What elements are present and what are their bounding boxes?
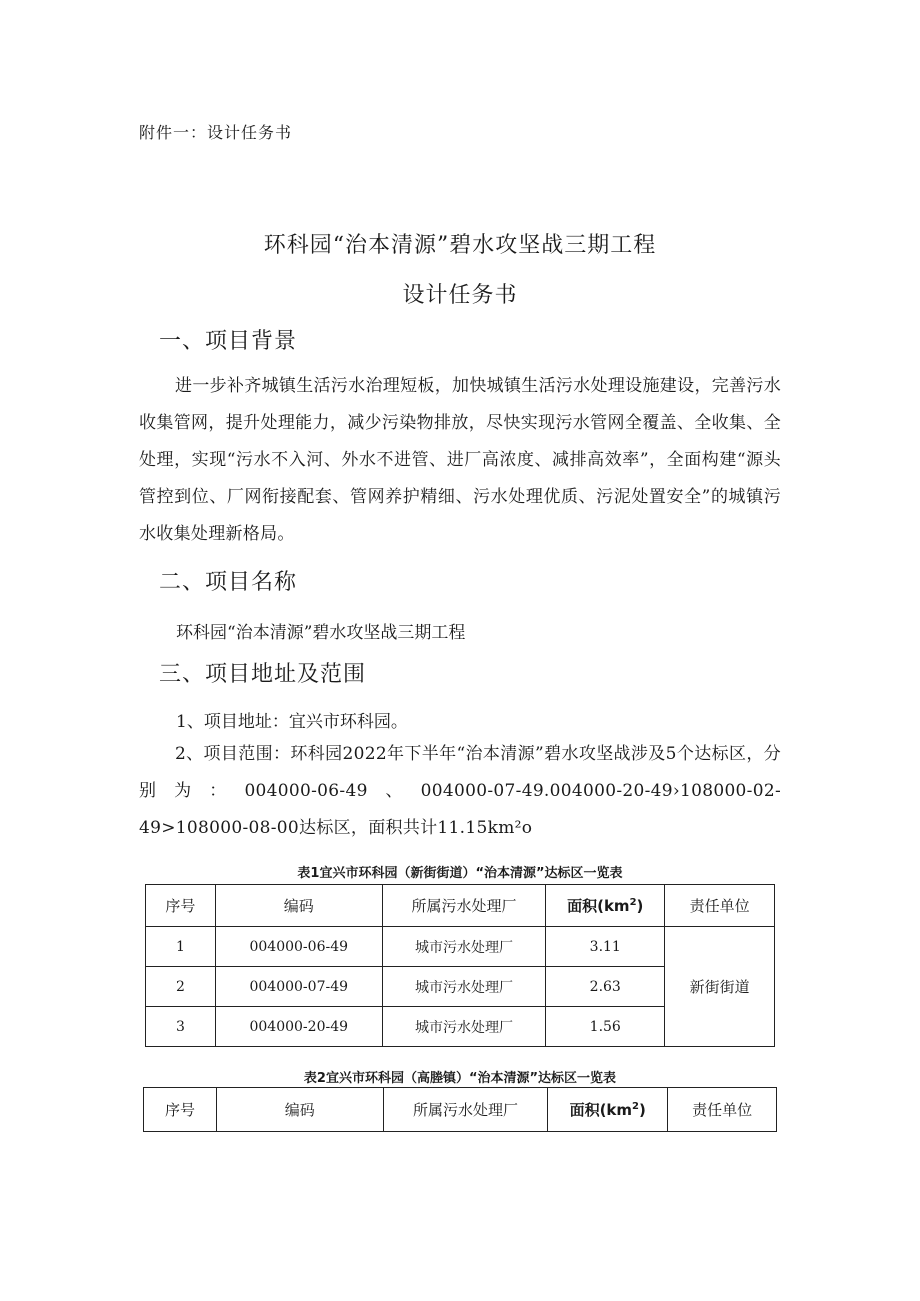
table1-header-unit: 责任单位 [665, 885, 775, 927]
background-paragraph: 进一步补齐城镇生活污水治理短板，加快城镇生活污水处理设施建设，完善污水收集管网，提升处理能力，减少污染物排放，尽快实现污水管网全覆盖、全收集、全处理，实现“污水不入河、外水不进管、进厂高浓度、减排高效率”，全面构建“源头管控到位、厂网衔接配套、管网养护精细、污水处理优质、污泥处置安全”的城镇污水收集处理新格局。 [139, 376, 781, 544]
table2-header-row [144, 1088, 777, 1132]
section-heading-address: 三、项目地址及范围 [159, 662, 367, 687]
row-area: 3.11 [546, 927, 665, 967]
project-address-item: 1、项目地址：宜兴市环科园。 [176, 712, 408, 732]
table1-header-plant: 所属污水处理厂 [382, 885, 546, 927]
table2-header-plant: 所属污水处理厂 [383, 1088, 548, 1132]
table2 [143, 1087, 777, 1132]
row-area: 1.56 [546, 1007, 665, 1047]
table1-caption: 表1宜兴市环科园（新街街道）“治本清源”达标区一览表 [297, 866, 623, 881]
document-subtitle: 设计任务书 [402, 283, 518, 308]
section-heading-background: 一、项目背景 [159, 329, 298, 354]
table1 [145, 884, 775, 1047]
table-row [146, 927, 775, 967]
table2-header-no: 序号 [144, 1088, 217, 1132]
responsible-unit: 新街街道 [665, 927, 775, 1047]
row-no: 3 [146, 1007, 216, 1047]
table1-header-row [146, 885, 775, 927]
document-title: 环科园“治本清源”碧水攻坚战三期工程 [263, 233, 657, 258]
row-plant: 城市污水处理厂 [382, 967, 546, 1007]
project-name-text: 环科园“治本清源”碧水攻坚战三期工程 [176, 623, 466, 643]
row-area: 2.63 [546, 967, 665, 1007]
table1-header-area: 面积$(km^2)$ [546, 885, 665, 927]
table2-caption: 表2宜兴市环科园（高塍镇）“治本清源”达标区一览表 [303, 1071, 617, 1086]
table2-header-unit: 责任单位 [668, 1088, 777, 1132]
table1-header-no: 序号 [146, 885, 216, 927]
row-no: 1 [146, 927, 216, 967]
row-plant: 城市污水处理厂 [382, 927, 546, 967]
table2-header-area: 面积$(km^2)$ [548, 1088, 668, 1132]
table1-header-code: 编码 [215, 885, 382, 927]
row-no: 2 [146, 967, 216, 1007]
attachment-label: 附件一：设计任务书 [139, 123, 293, 142]
row-code: 004000-20-49 [215, 1007, 382, 1047]
row-code: 004000-07-49 [215, 967, 382, 1007]
project-scope-paragraph: 2、项目范围：环科园2022年下半年“治本清源”碧水攻坚战涉及5个达标区，分别为：004000-06-49、004000-07-49.004000-20-49›108000-02-49>108000-08-00达标区，面积共计11.15km²o [139, 744, 781, 838]
section-heading-name: 二、项目名称 [159, 570, 298, 595]
table2-header-code: 编码 [216, 1088, 383, 1132]
row-plant: 城市污水处理厂 [382, 1007, 546, 1047]
row-code: 004000-06-49 [215, 927, 382, 967]
